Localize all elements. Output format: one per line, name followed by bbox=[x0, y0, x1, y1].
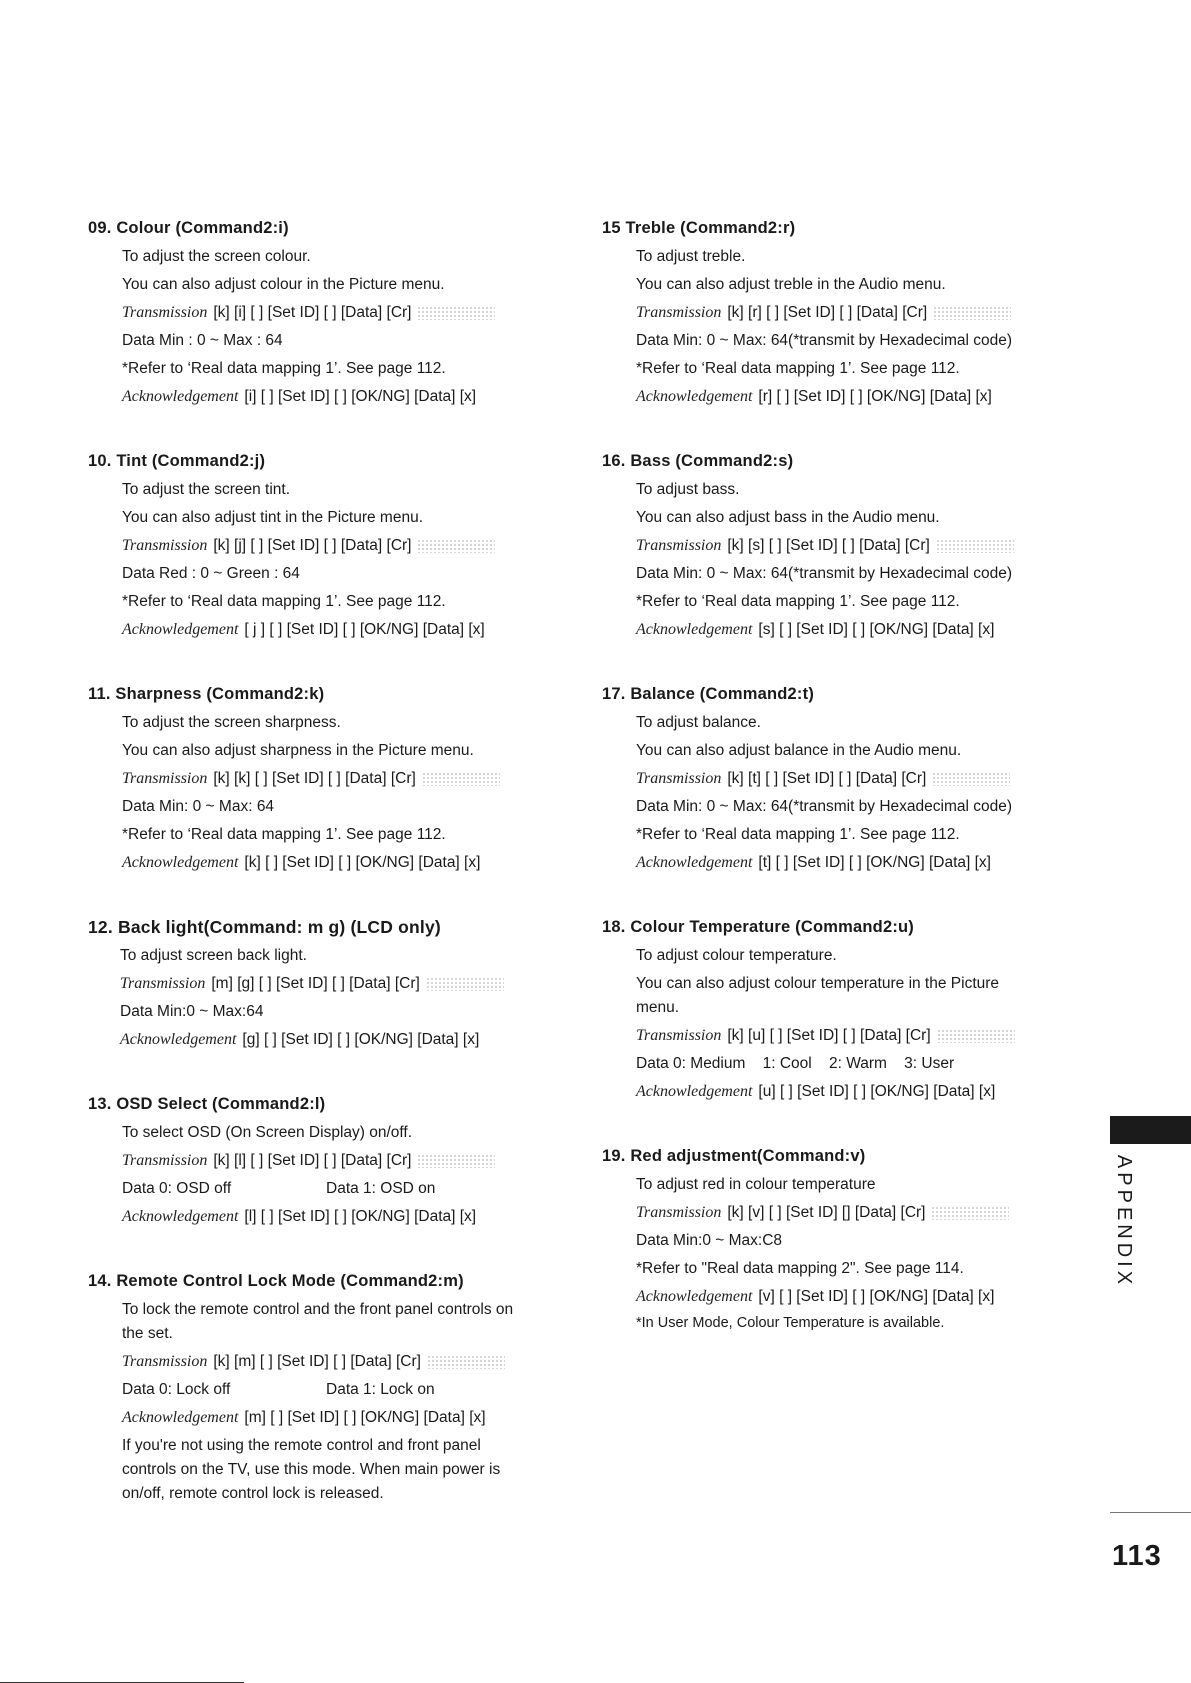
dotted-trail bbox=[417, 539, 495, 553]
section-title: 14. Remote Control Lock Mode (Command2:m) bbox=[88, 1272, 464, 1290]
acknowledgement-label: Acknowledgement bbox=[122, 388, 239, 405]
transmission-line bbox=[122, 1348, 538, 1376]
transmission-line bbox=[122, 765, 538, 793]
data-range: Data Min: 0 ~ Max: 64(*transmit by Hexadecimal code) bbox=[636, 565, 1013, 582]
data-range: Data Min:0 ~ Max:64 bbox=[120, 1003, 264, 1020]
data-value-on: Data 1: Lock on bbox=[326, 1381, 435, 1398]
data-value-off: Data 0: OSD off bbox=[122, 1180, 232, 1197]
reference-note: *Refer to ‘Real data mapping 1’. See page 112. bbox=[636, 826, 960, 843]
transmission-label: Transmission bbox=[636, 1027, 722, 1044]
acknowledgement-label: Acknowledgement bbox=[122, 854, 239, 871]
section-red-adjustment bbox=[602, 1146, 1052, 1335]
transmission-label: Transmission bbox=[122, 304, 208, 321]
acknowledgement-code: [m] [ ] [Set ID] [ ] [OK/NG] [Data] [x] bbox=[244, 1409, 486, 1426]
transmission-label: Transmission bbox=[122, 1353, 208, 1370]
acknowledgement-label: Acknowledgement bbox=[636, 854, 753, 871]
left-column bbox=[88, 218, 538, 1548]
transmission-code: [k] [m] [ ] [Set ID] [ ] [Data] [Cr] bbox=[213, 1353, 421, 1370]
section-remote-lock bbox=[88, 1271, 538, 1508]
data-range: Data Min: 0 ~ Max: 64 bbox=[122, 798, 275, 815]
section-balance bbox=[602, 684, 1052, 877]
data-range: Data Min : 0 ~ Max : 64 bbox=[122, 332, 283, 349]
section-title: 17. Balance (Command2:t) bbox=[602, 685, 815, 703]
section-osd-select bbox=[88, 1094, 538, 1231]
transmission-code: [k] [v] [ ] [Set ID] [] [Data] [Cr] bbox=[727, 1204, 926, 1221]
appendix-text: APPENDIX bbox=[1113, 1154, 1136, 1288]
acknowledgement-label: Acknowledgement bbox=[122, 1409, 239, 1426]
transmission-label: Transmission bbox=[122, 770, 208, 787]
acknowledgement-code: [l] [ ] [Set ID] [ ] [OK/NG] [Data] [x] bbox=[244, 1208, 477, 1225]
dotted-trail bbox=[931, 1206, 1009, 1220]
reference-note: *Refer to ‘Real data mapping 1’. See page 112. bbox=[122, 593, 446, 610]
transmission-label: Transmission bbox=[636, 770, 722, 787]
transmission-code: [k] [j] [ ] [Set ID] [ ] [Data] [Cr] bbox=[213, 537, 412, 554]
dotted-trail bbox=[427, 1355, 505, 1369]
transmission-label: Transmission bbox=[122, 1152, 208, 1169]
section-title: 16. Bass (Command2:s) bbox=[602, 452, 794, 470]
acknowledgement-code: [u] [ ] [Set ID] [ ] [OK/NG] [Data] [x] bbox=[758, 1083, 996, 1100]
dotted-trail bbox=[933, 306, 1011, 320]
appendix-tab-bar bbox=[1110, 1116, 1191, 1144]
description: You can also adjust colour temperature in the Picture menu. bbox=[636, 975, 1000, 1016]
transmission-code: [m] [g] [ ] [Set ID] [ ] [Data] [Cr] bbox=[211, 975, 420, 992]
transmission-line bbox=[636, 532, 1052, 560]
appendix-tab-label bbox=[1104, 1154, 1144, 1288]
acknowledgement-code: [s] [ ] [Set ID] [ ] [OK/NG] [Data] [x] bbox=[758, 621, 995, 638]
description: To adjust the screen sharpness. bbox=[122, 714, 341, 731]
transmission-code: [k] [r] [ ] [Set ID] [ ] [Data] [Cr] bbox=[727, 304, 928, 321]
page-number: 113 bbox=[1112, 1540, 1162, 1572]
dotted-trail bbox=[937, 1029, 1015, 1043]
transmission-line bbox=[122, 1147, 538, 1175]
description: To adjust colour temperature. bbox=[636, 947, 837, 964]
section-title: 12. Back light(Command: m g) (LCD only) bbox=[88, 917, 441, 937]
reference-note: *Refer to ‘Real data mapping 1’. See page 112. bbox=[122, 360, 446, 377]
section-back-light bbox=[88, 917, 538, 1054]
data-value-off: Data 0: Lock off bbox=[122, 1381, 231, 1398]
transmission-label: Transmission bbox=[122, 537, 208, 554]
acknowledgement-line bbox=[122, 1203, 538, 1231]
transmission-code: [k] [i] [ ] [Set ID] [ ] [Data] [Cr] bbox=[213, 304, 412, 321]
transmission-label: Transmission bbox=[636, 304, 722, 321]
description: You can also adjust colour in the Picture menu. bbox=[122, 276, 445, 293]
transmission-line bbox=[120, 970, 538, 998]
section-title: 18. Colour Temperature (Command2:u) bbox=[602, 918, 914, 936]
transmission-code: [k] [l] [ ] [Set ID] [ ] [Data] [Cr] bbox=[213, 1152, 412, 1169]
section-title: 09. Colour (Command2:i) bbox=[88, 219, 289, 237]
acknowledgement-line bbox=[636, 1078, 1052, 1106]
acknowledgement-code: [t] [ ] [Set ID] [ ] [OK/NG] [Data] [x] bbox=[758, 854, 991, 871]
transmission-line bbox=[636, 765, 1052, 793]
transmission-line bbox=[636, 1199, 1052, 1227]
acknowledgement-line bbox=[122, 849, 538, 877]
transmission-label: Transmission bbox=[120, 975, 206, 992]
acknowledgement-code: [g] [ ] [Set ID] [ ] [OK/NG] [Data] [x] bbox=[242, 1031, 480, 1048]
description: You can also adjust sharpness in the Picture menu. bbox=[122, 742, 474, 759]
acknowledgement-code: [ j ] [ ] [Set ID] [ ] [OK/NG] [Data] [x] bbox=[244, 621, 485, 638]
description: You can also adjust bass in the Audio menu. bbox=[636, 509, 940, 526]
section-treble bbox=[602, 218, 1052, 411]
data-values bbox=[122, 1376, 538, 1404]
description: You can also adjust tint in the Picture menu. bbox=[122, 509, 424, 526]
transmission-code: [k] [t] [ ] [Set ID] [ ] [Data] [Cr] bbox=[727, 770, 927, 787]
data-range: Data Min: 0 ~ Max: 64(*transmit by Hexadecimal code) bbox=[636, 332, 1013, 349]
section-title: 10. Tint (Command2:j) bbox=[88, 452, 266, 470]
acknowledgement-line bbox=[122, 616, 538, 644]
reference-note: *Refer to ‘Real data mapping 1’. See page 112. bbox=[636, 593, 960, 610]
transmission-line bbox=[636, 299, 1052, 327]
data-range: Data Red : 0 ~ Green : 64 bbox=[122, 565, 300, 582]
acknowledgement-line bbox=[636, 1283, 1052, 1311]
dotted-trail bbox=[936, 539, 1014, 553]
section-title: 13. OSD Select (Command2:l) bbox=[88, 1095, 326, 1113]
description: You can also adjust treble in the Audio menu. bbox=[636, 276, 946, 293]
data-range: Data Min: 0 ~ Max: 64(*transmit by Hexadecimal code) bbox=[636, 798, 1013, 815]
transmission-code: [k] [k] [ ] [Set ID] [ ] [Data] [Cr] bbox=[213, 770, 416, 787]
dotted-trail bbox=[932, 772, 1010, 786]
transmission-label: Transmission bbox=[636, 1204, 722, 1221]
description: You can also adjust balance in the Audio menu. bbox=[636, 742, 962, 759]
acknowledgement-code: [v] [ ] [Set ID] [ ] [OK/NG] [Data] [x] bbox=[758, 1288, 995, 1305]
data-values: Data 0: Medium 1: Cool 2: Warm 3: User bbox=[636, 1055, 955, 1072]
section-title: 15 Treble (Command2:r) bbox=[602, 219, 796, 237]
acknowledgement-label: Acknowledgement bbox=[636, 621, 753, 638]
description: To adjust treble. bbox=[636, 248, 746, 265]
section-bass bbox=[602, 451, 1052, 644]
availability-note: *In User Mode, Colour Temperature is available. bbox=[636, 1315, 945, 1331]
section-title: 19. Red adjustment(Command:v) bbox=[602, 1147, 866, 1165]
description: To adjust bass. bbox=[636, 481, 740, 498]
data-values bbox=[122, 1175, 538, 1203]
acknowledgement-line bbox=[122, 1404, 538, 1432]
description: To adjust the screen colour. bbox=[122, 248, 311, 265]
description: To select OSD (On Screen Display) on/off. bbox=[122, 1124, 413, 1141]
acknowledgement-label: Acknowledgement bbox=[122, 621, 239, 638]
dotted-trail bbox=[417, 306, 495, 320]
acknowledgement-line bbox=[122, 383, 538, 411]
transmission-code: [k] [s] [ ] [Set ID] [ ] [Data] [Cr] bbox=[727, 537, 930, 554]
acknowledgement-label: Acknowledgement bbox=[120, 1031, 237, 1048]
section-title: 11. Sharpness (Command2:k) bbox=[88, 685, 325, 703]
page-number-rule bbox=[1110, 1512, 1191, 1513]
data-range: Data Min:0 ~ Max:C8 bbox=[636, 1232, 783, 1249]
dotted-trail bbox=[426, 977, 504, 991]
reference-note: *Refer to ‘Real data mapping 1’. See page 112. bbox=[636, 360, 960, 377]
acknowledgement-line bbox=[636, 383, 1052, 411]
description: To adjust balance. bbox=[636, 714, 761, 731]
data-value-on: Data 1: OSD on bbox=[326, 1180, 436, 1197]
right-column bbox=[602, 218, 1052, 1375]
acknowledgement-line bbox=[636, 849, 1052, 877]
description: To adjust screen back light. bbox=[120, 947, 307, 964]
section-sharpness bbox=[88, 684, 538, 877]
acknowledgement-label: Acknowledgement bbox=[636, 388, 753, 405]
section-colour-temperature bbox=[602, 917, 1052, 1106]
transmission-code: [k] [u] [ ] [Set ID] [ ] [Data] [Cr] bbox=[727, 1027, 931, 1044]
usage-note: If you're not using the remote control and front panel controls on the TV, use this mode. When main power is on/off, remote control lock is released. bbox=[122, 1437, 501, 1502]
description: To adjust red in colour temperature bbox=[636, 1176, 876, 1193]
transmission-line bbox=[122, 532, 538, 560]
acknowledgement-code: [k] [ ] [Set ID] [ ] [OK/NG] [Data] [x] bbox=[244, 854, 481, 871]
section-colour bbox=[88, 218, 538, 411]
dotted-trail bbox=[422, 772, 500, 786]
acknowledgement-code: [i] [ ] [Set ID] [ ] [OK/NG] [Data] [x] bbox=[244, 388, 477, 405]
acknowledgement-code: [r] [ ] [Set ID] [ ] [OK/NG] [Data] [x] bbox=[758, 388, 992, 405]
acknowledgement-line bbox=[120, 1026, 538, 1054]
acknowledgement-line bbox=[636, 616, 1052, 644]
dotted-trail bbox=[417, 1154, 495, 1168]
reference-note: *Refer to ‘Real data mapping 1’. See page 112. bbox=[122, 826, 446, 843]
description: To lock the remote control and the front panel controls on the set. bbox=[122, 1301, 514, 1342]
acknowledgement-label: Acknowledgement bbox=[122, 1208, 239, 1225]
acknowledgement-label: Acknowledgement bbox=[636, 1288, 753, 1305]
transmission-line bbox=[636, 1022, 1052, 1050]
transmission-label: Transmission bbox=[636, 537, 722, 554]
description: To adjust the screen tint. bbox=[122, 481, 291, 498]
acknowledgement-label: Acknowledgement bbox=[636, 1083, 753, 1100]
transmission-line bbox=[122, 299, 538, 327]
section-tint bbox=[88, 451, 538, 644]
reference-note: *Refer to "Real data mapping 2". See page 114. bbox=[636, 1260, 964, 1277]
